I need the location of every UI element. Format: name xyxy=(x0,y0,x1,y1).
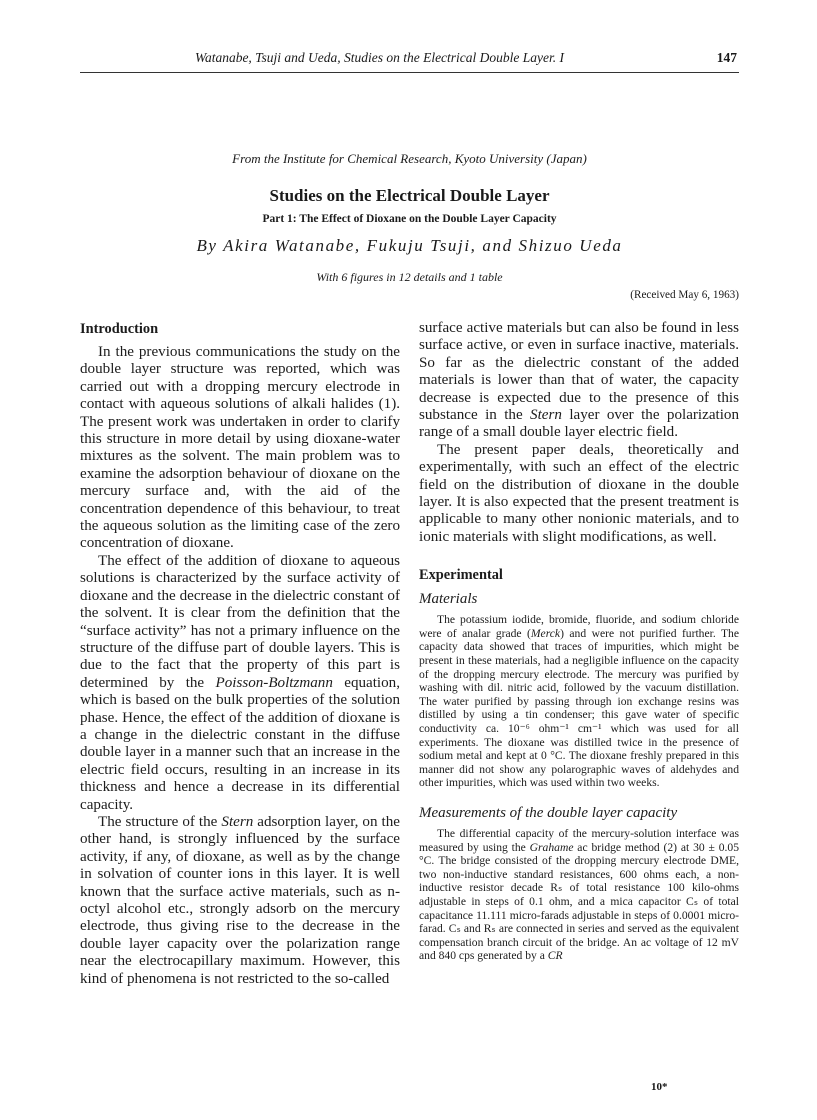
signature-mark: 10* xyxy=(651,1081,668,1093)
received-date: (Received May 6, 1963) xyxy=(630,289,739,301)
measurements-paragraph: The differential capacity of the mercury-solution interface was measured by using the Grahame ac bridge method (2) at 30 ± 0.05 °C. The bridge consisted of the dropping mercury electrode DME, two non-inductive standard resistances, 600 ohms each, a non-inductive resistor decade Rₛ of total resistance 100 kilo-ohms adjustable in steps of 0.1 ohm, and a mica capacitor Cₛ of total capacitance 11.111 micro-farads adjustable in steps of 0.0001 micro-farad. Cₛ and Rₛ are connected in series and served as the equivalent compensation branch circuit of the bridge. An ac voltage of 12 mV and 840 cps generated by a CR xyxy=(419,827,739,963)
section-heading-introduction: Introduction xyxy=(80,321,159,337)
running-header xyxy=(80,50,739,72)
right-column xyxy=(419,320,739,963)
subheading-materials: Materials xyxy=(419,591,478,608)
paper-title: Studies on the Electrical Double Layer xyxy=(269,186,550,205)
page-number: 147 xyxy=(716,50,737,65)
intro-paragraph-4: surface active materials but can also be found in less surface active, or even in surface inactive, materials. So far as the dielectric constant of the added materials is lower than that of water, the capacity decrease is expected due to the presence of this substance in the Stern layer over the polarization range of a small double layer electric field. xyxy=(419,320,739,441)
author-line: By Akira Watanabe, Fukuju Tsuji, and Shizuo Ueda xyxy=(196,236,623,255)
figures-note: With 6 figures in 12 details and 1 table xyxy=(316,270,503,284)
paper-subtitle: Part 1: The Effect of Dioxane on the Double Layer Capacity xyxy=(262,213,557,225)
intro-paragraph-3: The structure of the Stern adsorption layer, on the other hand, is strongly influenced by the surface activity, if any, of dioxane, as well as by the change in solvation of counter ions in this layer. It is well known that the surface active materials, such as n-octyl alcohol etc., strongly adsorb on the mercury electrode, thus giving rise to the decrease in the double layer capacity over the polarization range near the electrocapillary maximum. However, this kind of phenomena is not restricted to the so-called xyxy=(80,813,400,987)
running-title: Watanabe, Tsuji and Ueda, Studies on the Electrical Double Layer. I xyxy=(194,50,565,65)
intro-paragraph-2: The effect of the addition of dioxane to aqueous solutions is characterized by the surface activity of dioxane and the decrease in the dielectric constant of the solvent. It is clear from the definition that the “surface activity” has not a primary influence on the structure of the diffuse part of double layers. This is due to the fact that the property of this part is determined by the Poisson-Boltzmann equation, which is based on the bulk properties of the solution phase. Hence, the effect of the addition of dioxane is a change in the dielectric constant in the diffuse double layer in a manner such that an increase in the electric field occurs, resulting in an increase in its thickness and hence a decrease in its differential capacity. xyxy=(80,552,400,813)
header-rule xyxy=(80,72,739,73)
affiliation: From the Institute for Chemical Research, Kyoto University (Japan) xyxy=(232,151,587,166)
intro-paragraph-5: The present paper deals, theoretically and experimentally, with such an effect of the electric field on the distribution of dioxane in the double layer. It is also expected that the present treatment is applicable to many other nonionic materials, and to ionic materials with slight modifications, as well. xyxy=(419,441,739,545)
intro-paragraph-1: In the previous communications the study on the double layer structure was reported, which was carried out with a dropping mercury electrode in contact with aqueous solutions of alkali halides (1). The present work was undertaken in order to clarify this structure in more detail by using dioxane-water mixtures as the solvent. The main problem was to examine the adsorption behaviour of dioxane on the mercury surface and, with the aid of the concentration dependence of this behaviour, to treat the aqueous solution as the limiting case of the zero concentration of dioxane. xyxy=(80,344,400,552)
subheading-measurements: Measurements of the double layer capacity xyxy=(419,805,678,821)
section-heading-experimental: Experimental xyxy=(419,567,503,584)
materials-paragraph: The potassium iodide, bromide, fluoride, and sodium chloride were of analar grade (Merck) and were not purified further. The capacity data showed that traces of impurities, which might be present in these materials, had a negligible influence on the capacity of the dropping mercury electrode. The mercury was purified by washing with dil. nitric acid, followed by the vacuum distillation. The water purified by passing through ion exchange resins was distilled by using a tin condenser; this gave water of specific conductivity ca. 10⁻⁶ ohm⁻¹ cm⁻¹ which was used for all experiments. The dioxane was distilled twice in the presence of sodium metal and kept at 0 °C. The dioxane freshly prepared in this manner did not show any polarographic waves of aldehydes and other impurities, which was used within two weeks. xyxy=(419,613,739,790)
left-column xyxy=(80,320,400,988)
